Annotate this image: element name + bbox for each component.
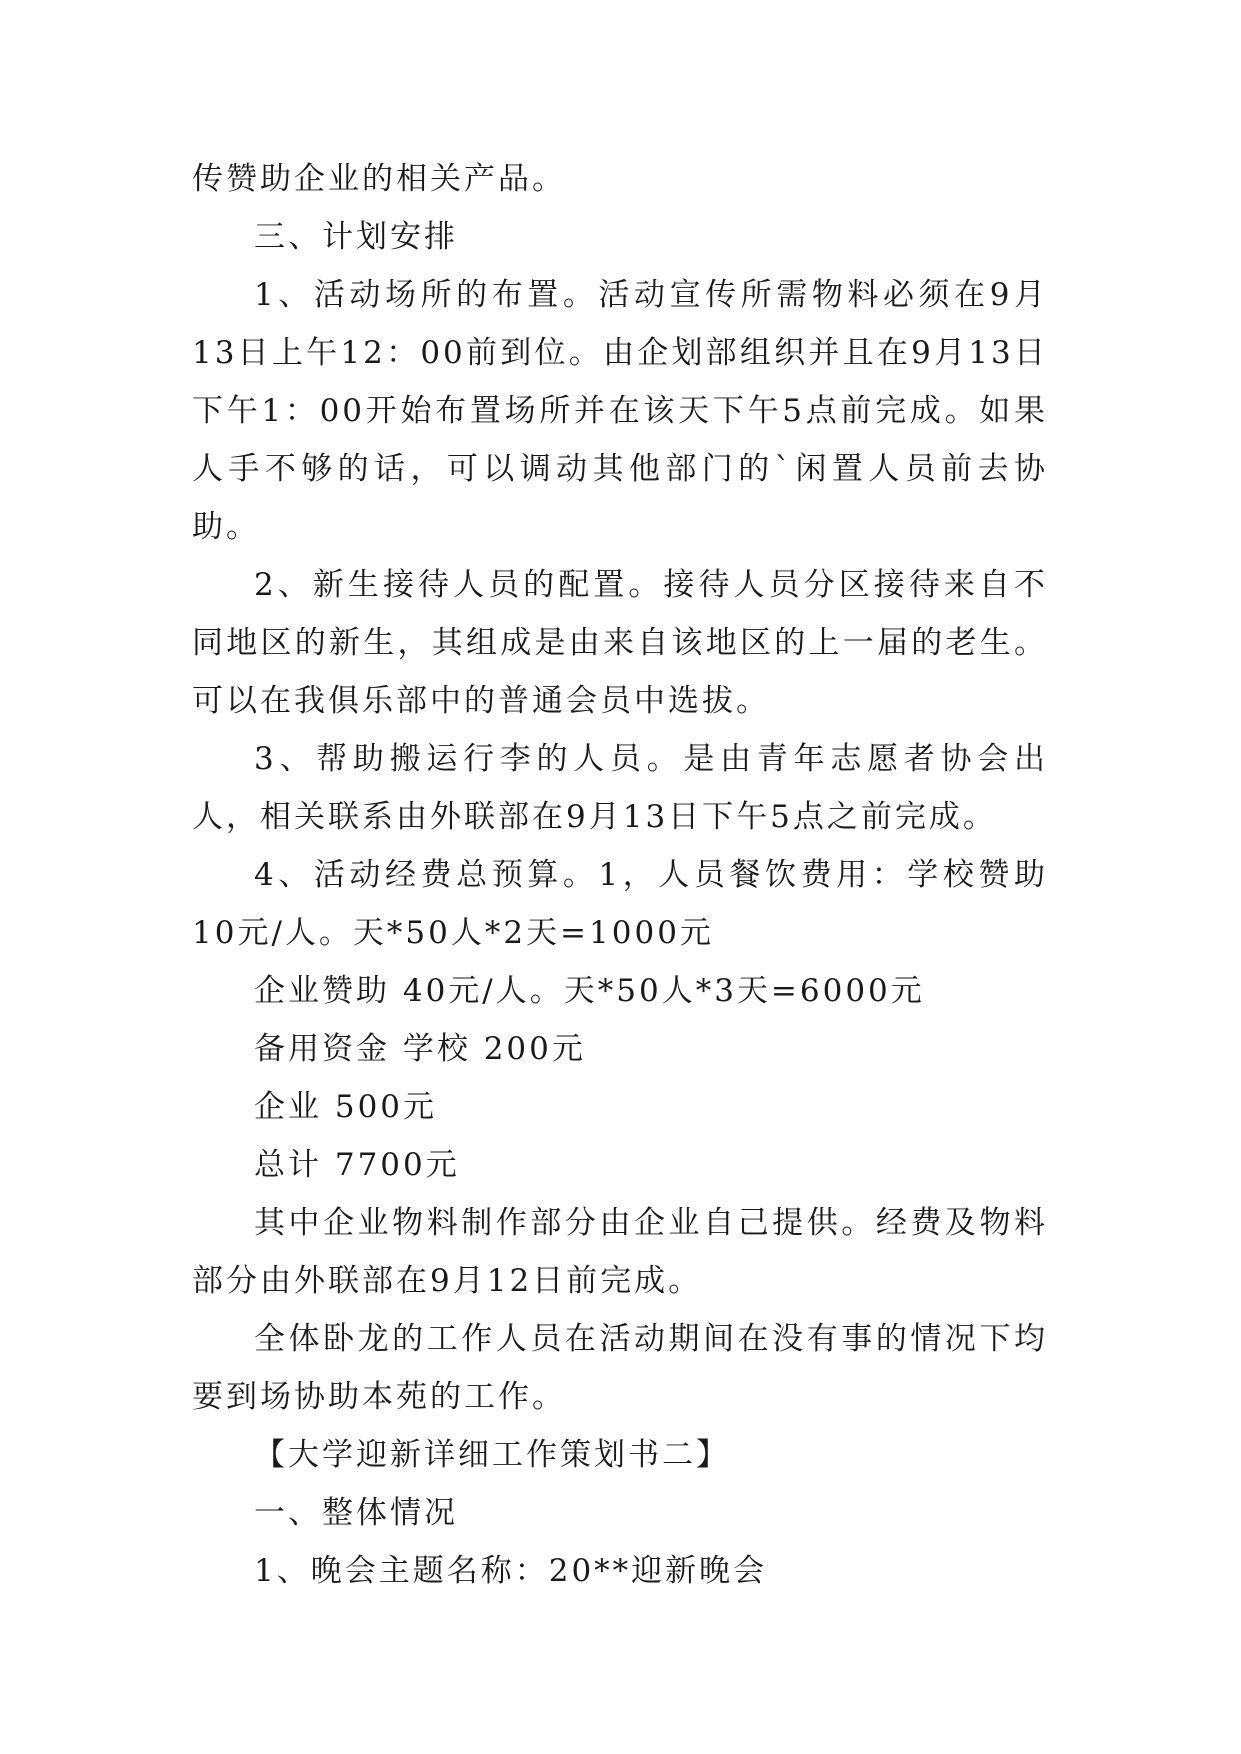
paragraph-luggage-helpers: 3、帮助搬运行李的人员。是由青年志愿者协会出人，相关联系由外联部在9月13日下午5点之前完成。: [192, 741, 1048, 835]
budget-line-total: 总计 7700元: [254, 1147, 460, 1183]
paragraph-materials: 其中企业物料制作部分由企业自己提供。经费及物料部分由外联部在9月12日前完成。: [192, 1205, 1048, 1299]
budget-line-enterprise: 企业赞助 40元/人。天*50人*3天=6000元: [254, 973, 925, 1009]
document-body: [192, 150, 1048, 1600]
section-title-plan-two: 【大学迎新详细工作策划书二】: [254, 1437, 730, 1473]
section-heading-plan: 三、计划安排: [254, 219, 458, 255]
paragraph-continuation: 传赞助企业的相关产品。: [192, 161, 566, 197]
paragraph-budget: 4、活动经费总预算。1，人员餐饮费用：学校赞助 10元/人。天*50人*2天=1000元: [192, 857, 1048, 951]
paragraph-staff-assist: 全体卧龙的工作人员在活动期间在没有事的情况下均要到场协助本苑的工作。: [192, 1321, 1048, 1415]
budget-line-reserve-enterprise: 企业 500元: [254, 1089, 438, 1125]
section-heading-overview: 一、整体情况: [254, 1495, 458, 1531]
budget-line-reserve-school: 备用资金 学校 200元: [254, 1031, 586, 1067]
paragraph-venue-setup: 1、活动场所的布置。活动宣传所需物料必须在9月13日上午12：00前到位。由企划部组织并且在9月13日下午1：00开始布置场所并在该天下午5点前完成。如果人手不够的话，可以调动其他部门的`闲置人员前去协助。: [192, 277, 1048, 545]
paragraph-reception-staff: 2、新生接待人员的配置。接待人员分区接待来自不同地区的新生，其组成是由来自该地区的上一届的老生。可以在我俱乐部中的普通会员中选拔。: [192, 567, 1048, 719]
paragraph-gala-theme: 1、晚会主题名称：20**迎新晚会: [254, 1553, 768, 1589]
